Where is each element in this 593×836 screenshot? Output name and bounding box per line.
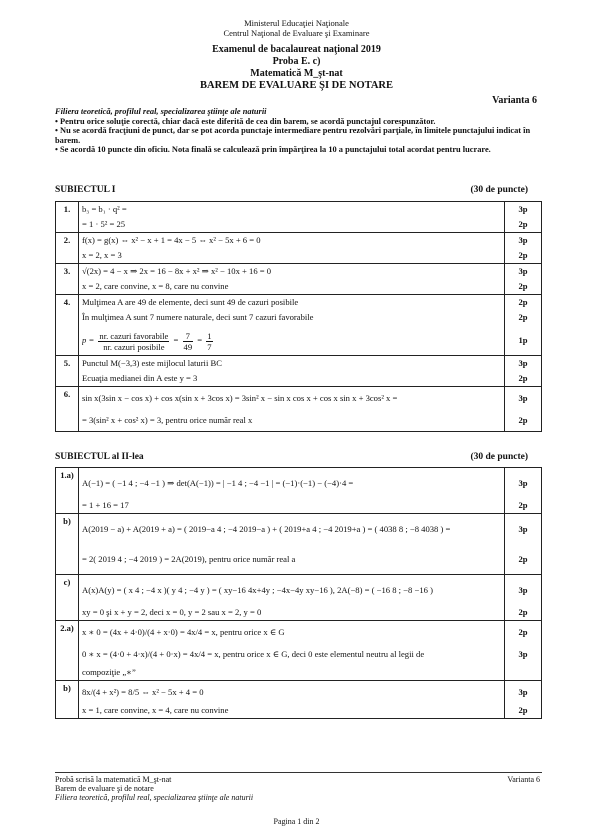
- exam-title: Examenul de bacalaureat naţional 2019: [212, 44, 381, 55]
- points-value: 2p: [518, 250, 528, 260]
- points-cell: [505, 233, 542, 264]
- numerator: 1: [207, 330, 212, 341]
- solution-line: √(2x) = 4 − x ⇒ 2x = 16 − 8x + x² ⇒ x² − 10x + 16 = 0: [82, 266, 272, 276]
- solution-cell: [79, 264, 505, 295]
- solution-line: x ∗ 0 = (4x + 4·0)/(4 + x·0) = 4x/4 = x, pentru orice x ∈ G: [82, 627, 285, 637]
- solution-line: = 2( 2019 4 ; −4 2019 ) = 2A(2019), pentru orice număr real a: [82, 554, 296, 564]
- solution-cell: [79, 233, 505, 264]
- table-row: [56, 202, 542, 233]
- solution-line: A(x)A(y) = ( x 4 ; −4 x )( y 4 ; −4 y ) = ( xy−16 4x+4y ; −4x−4y xy−16 ), 2A(−8) = ( −16 8 ; −8 −16 ): [82, 585, 433, 595]
- points-cell: [505, 621, 542, 681]
- points-value: 3p: [518, 478, 528, 488]
- denominator: 7: [207, 341, 212, 352]
- subiect2-heading: [55, 452, 540, 462]
- subiect2-title: SUBIECTUL al II-lea: [55, 452, 144, 462]
- item-number: 1.: [56, 202, 79, 233]
- points-cell: [505, 356, 542, 387]
- points-value: 3p: [518, 393, 528, 403]
- fraction: [206, 331, 212, 352]
- points-cell: [505, 575, 542, 621]
- solution-line: sin x(3sin x − cos x) + cos x(sin x + 3cos x) = 3sin² x − sin x cos x + cos x sin x + 3cos² x =: [82, 393, 398, 403]
- subiect1-heading: [55, 185, 540, 195]
- solution-line: f(x) = g(x) ⇔ x² − x + 1 = 4x − 5 ⇔ x² − 5x + 6 = 0: [82, 235, 261, 245]
- solution-cell: [79, 468, 505, 514]
- solution-line: x = 2, care convine, x = 8, care nu convine: [82, 281, 229, 291]
- footer-line-1: Probă scrisă la matematică M_şt-nat: [55, 775, 172, 784]
- item-number: b): [56, 514, 79, 575]
- note-2: • Nu se acordă fracţiuni de punct, dar se pot acorda punctaje intermediare pentru rezolvări parţiale, în limitele punctajului indicat în barem.: [55, 126, 531, 145]
- points-value: 2p: [518, 415, 528, 425]
- equals: =: [197, 335, 203, 345]
- solution-cell: [79, 295, 505, 356]
- numerator: 7: [183, 331, 194, 342]
- points-value: 2p: [518, 607, 528, 617]
- table-row: [56, 681, 542, 719]
- solution-line: Punctul M(−3,3) este mijlocul laturii BC: [82, 358, 222, 368]
- numerator: nr. cazuri favorabile: [99, 330, 169, 341]
- footer-divider: [55, 772, 542, 773]
- variant-label: Varianta 6: [492, 95, 537, 106]
- points-value: 2p: [518, 373, 528, 383]
- points-value: 3p: [518, 204, 528, 214]
- item-number: 1.a): [56, 468, 79, 514]
- points-value: 3p: [518, 524, 528, 534]
- table-row: [56, 514, 542, 575]
- solution-cell: [79, 575, 505, 621]
- proba-line: Proba E. c): [272, 56, 321, 67]
- points-value: 2p: [518, 500, 528, 510]
- footer-line-2: Barem de evaluare şi de notare: [55, 784, 154, 793]
- points-cell: [505, 295, 542, 356]
- subject-line: Matematică M_şt-nat: [250, 68, 343, 79]
- solution-line: Mulţimea A are 49 de elemente, deci sunt 49 de cazuri posibile: [82, 297, 299, 307]
- points-value: 2p: [518, 219, 528, 229]
- points-value: 3p: [518, 585, 528, 595]
- equals: =: [173, 335, 179, 345]
- center-line: Centrul Naţional de Evaluare şi Examinare: [223, 28, 370, 38]
- solution-line: Ecuaţia medianei din A este y = 3: [82, 373, 198, 383]
- solution-line: x = 1, care convine, x = 4, care nu convine: [82, 705, 229, 715]
- points-value: 3p: [518, 235, 528, 245]
- solution-line: = 3(sin² x + cos² x) = 3, pentru orice număr real x: [82, 415, 253, 425]
- solution-cell: [79, 681, 505, 719]
- item-number: b): [56, 681, 79, 719]
- fraction: [183, 331, 194, 352]
- item-number: 4.: [56, 295, 79, 356]
- table-row: [56, 356, 542, 387]
- table-row: [56, 295, 542, 356]
- item-number: c): [56, 575, 79, 621]
- solution-line: 0 ∗ x = (4·0 + 4·x)/(4 + 0·x) = 4x/4 = x, pentru orice x ∈ G, deci 0 este elementul neutru al legii de: [82, 649, 425, 659]
- filiera-line: Filiera teoretică, profilul real, specializarea ştiinţe ale naturii: [55, 107, 267, 116]
- points-value: 3p: [518, 266, 528, 276]
- points-cell: [505, 681, 542, 719]
- subiect1-title: SUBIECTUL I: [55, 185, 116, 195]
- points-value: 2p: [518, 705, 528, 715]
- points-value: 2p: [518, 281, 528, 291]
- table-row: [56, 468, 542, 514]
- table-row: [56, 575, 542, 621]
- denominator: 49: [183, 341, 193, 352]
- solution-line: A(2019 − a) + A(2019 + a) = ( 2019−a 4 ; −4 2019−a ) + ( 2019+a 4 ; −4 2019+a ) = ( 4038 8 ; −8 4038 ) =: [82, 524, 451, 534]
- item-number: 3.: [56, 264, 79, 295]
- points-value: 3p: [518, 649, 528, 659]
- solution-line: compoziţie „∗”: [82, 667, 136, 677]
- footer-line-3: Filiera teoretică, profilul real, specializarea ştiinţe ale naturii: [55, 793, 254, 802]
- points-value: 3p: [518, 358, 528, 368]
- table-row: [56, 264, 542, 295]
- table-row: [56, 387, 542, 432]
- ministry-line: Ministerul Educaţiei Naţionale: [244, 18, 349, 28]
- footer-variant: Varianta 6: [507, 775, 540, 784]
- solution-cell: [79, 387, 505, 432]
- solution-line: = 1 · 5² = 25: [82, 219, 126, 229]
- points-value: 3p: [518, 687, 528, 697]
- instructions: [55, 107, 540, 155]
- subiect1-points: (30 de puncte): [470, 185, 528, 195]
- solution-line: xy = 0 şi x + y = 2, deci x = 0, y = 2 sau x = 2, y = 0: [82, 607, 262, 617]
- solution-cell: [79, 356, 505, 387]
- solution-line: 8x/(4 + x²) = 8/5 ⇔ x² − 5x + 4 = 0: [82, 687, 204, 697]
- points-cell: [505, 202, 542, 233]
- points-value: 2p: [518, 554, 528, 564]
- solution-line: = 1 + 16 = 17: [82, 500, 129, 510]
- solution-line: x = 2, x = 3: [82, 250, 122, 260]
- points-value: 2p: [518, 627, 528, 637]
- points-cell: [505, 514, 542, 575]
- item-number: 2.a): [56, 621, 79, 681]
- points-cell: [505, 468, 542, 514]
- subiect2-table: [55, 467, 542, 719]
- solution-cell: [79, 202, 505, 233]
- solution-line: b₃ = b₁ · q² =: [82, 204, 127, 214]
- subiect1-table: [55, 201, 542, 432]
- item-number: 5.: [56, 356, 79, 387]
- table-row: [56, 621, 542, 681]
- points-cell: [505, 387, 542, 432]
- points-value: 2p: [518, 312, 528, 322]
- solution-cell: [79, 621, 505, 681]
- formula-label: p =: [82, 335, 95, 345]
- note-1: • Pentru orice soluţie corectă, chiar dacă este diferită de cea din barem, se acordă punctajul corespunzător.: [55, 116, 436, 126]
- solution-line: A(−1) = ( −1 4 ; −4 −1 ) ⇒ det(A(−1)) = | −1 4 ; −4 −1 | = (−1)·(−1) − (−4)·4 =: [82, 478, 354, 488]
- denominator: nr. cazuri posibile: [103, 341, 165, 352]
- points-value: 2p: [518, 297, 528, 307]
- note-3: • Se acordă 10 puncte din oficiu. Nota finală se calculează prin împărţirea la 10 a punctajului total acordat pentru lucrare.: [55, 145, 491, 155]
- points-value: 1p: [518, 335, 528, 345]
- subiect2-points: (30 de puncte): [470, 452, 528, 462]
- solution-cell: [79, 514, 505, 575]
- fraction: [98, 331, 169, 352]
- item-number: 2.: [56, 233, 79, 264]
- table-row: [56, 233, 542, 264]
- solution-line: În mulţimea A sunt 7 numere naturale, deci sunt 7 cazuri favorabile: [82, 312, 314, 322]
- page-number: Pagina 1 din 2: [273, 817, 320, 826]
- footer: [55, 775, 540, 802]
- item-number: 6.: [56, 387, 79, 432]
- probability-formula: [82, 325, 501, 355]
- points-cell: [505, 264, 542, 295]
- barem-title: BAREM DE EVALUARE ŞI DE NOTARE: [199, 80, 394, 91]
